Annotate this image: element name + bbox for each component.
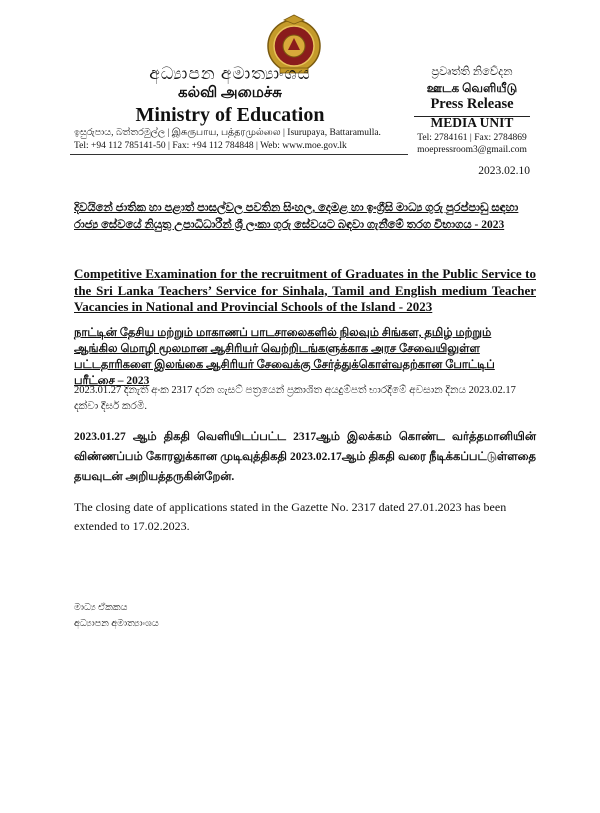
press-release-sinhala: ප්‍රවෘත්ති නිවේදන <box>431 66 513 78</box>
title-sinhala: දිවයිනේ ජාතික හා පළාත් පාසල්වල පවතින සිංහල, දෙමළ හා ඉංග්‍රීසි මාධ්‍ය ගුරු පුරප්පාඩු සඳහා රාජ්‍ය සේවයේ නියුතු උපාධිධාරීන් ශ්‍රී ලංකා ගුරු සේවයට බඳවා ගැනීමේ තරග විභාගය - 2023 <box>74 202 519 231</box>
media-unit-label: MEDIA UNIT <box>430 115 514 130</box>
notice-tamil: 2023.01.27 ஆம் திகதி வெளியிடப்பட்ட 2317ஆம் இலக்கம் கொண்ட வர்த்தமானியின் விண்ணப்பம் கோரலுக்கான முடிவுத்திகதி 2023.02.17ஆம் திகதி வரை நீடிக்கப்பட்டுள்ளதை தயவுடன் அறியத்தருகின்றேன். <box>74 431 536 483</box>
press-release-tamil: ஊடக வெளியீடு <box>426 81 518 95</box>
release-date: 2023.02.10 <box>478 165 530 177</box>
media-unit-email: moepressroom3@gmail.com <box>417 145 527 155</box>
notice-english: The closing date of applications stated in the Gazette No. 2317 dated 27.01.2023 has been extended to 17.02.2023. <box>74 500 507 533</box>
ministry-name-english: Ministry of Education <box>135 104 325 126</box>
title-english: Competitive Examination for the recruitment of Graduates in the Public Service to the Sri Lanka Teachers’ Service for Sinhala, Tamil and English medium Teacher Vacancies in National and Provincial Schools of the Island - 2023 <box>74 266 536 314</box>
ministry-name-sinhala: අධ්‍යාපන අමාත්‍යාංශය <box>149 64 311 83</box>
ministry-address: ඉසුරුපාය, බත්තරමුල්ල | இசுருபாய, பத்தரமுல்லை | Isurupaya, Battaramulla. <box>74 128 381 138</box>
notice-sinhala: 2023.01.27 දිනැති අංක 2317 දරන ගැසට් පත්‍රයෙන් ප්‍රකාශිත අයදුම්පත් භාරදීමේ අවසාන දිනය 2023.02.17 දක්වා දීර්ඝ කරමි. <box>74 385 516 412</box>
title-tamil: நாட்டின் தேசிய மற்றும் மாகாணப் பாடசாலைகளில் நிலவும் சிங்கள, தமிழ் மற்றும் ஆங்கில மொழி மூலமான ஆசிரியர் வெற்றிடங்களுக்காக அரச சேவையிலுள்ள பட்டதாரிகளை இலங்கை ஆசிரியர் சேவைக்கு சேர்த்துக்கொள்வதற்கான போட்டிப் பரீட்சை – 2023 <box>74 327 495 387</box>
press-release-english: Press Release <box>430 96 514 112</box>
ministry-contact: Tel: +94 112 785141-50 | Fax: +94 112 784848 | Web: www.moe.gov.lk <box>74 141 347 151</box>
media-unit-phone: Tel: 2784161 | Fax: 2784869 <box>417 133 527 143</box>
header-divider <box>70 154 408 155</box>
ministry-name-tamil: கல்வி அமைச்சு <box>178 85 282 101</box>
signature-ministry: අධ්‍යාපන අමාත්‍යාංශය <box>74 619 159 629</box>
signature-unit: මාධ්‍ය ඒකකය <box>74 603 128 613</box>
